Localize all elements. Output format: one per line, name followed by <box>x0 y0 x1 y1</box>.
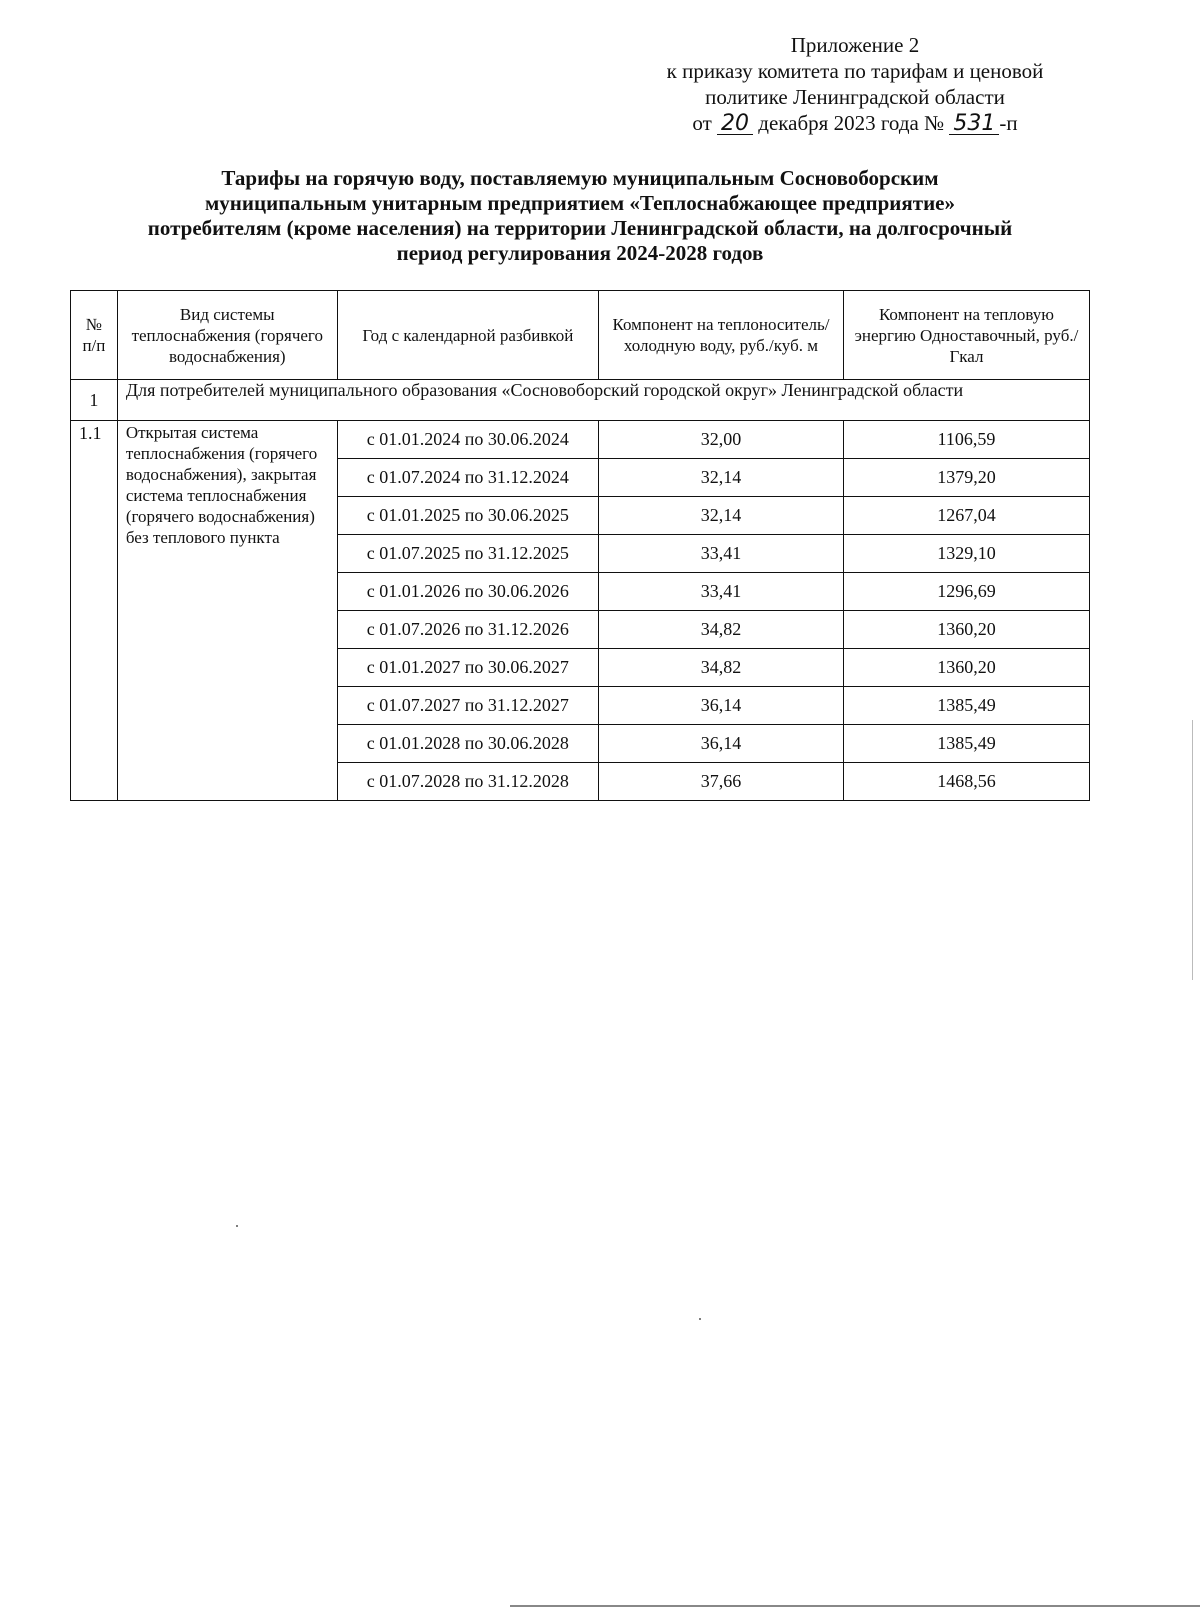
scan-bottom-line <box>510 1605 1200 1607</box>
group-label: Для потребителей муниципального образования «Сосновоборский городской округ» Ленинградской области <box>117 380 1089 421</box>
heat-energy-component-cell: 1468,56 <box>843 763 1089 801</box>
heat-energy-component-cell: 1360,20 <box>843 649 1089 687</box>
cold-water-component-cell: 33,41 <box>599 535 844 573</box>
date-rest: декабря 2023 года № <box>758 111 945 135</box>
table-header-row <box>71 291 1090 380</box>
header-period: Год с календарной разбивкой <box>337 291 598 380</box>
period-cell: с 01.01.2024 по 30.06.2024 <box>337 421 598 459</box>
group-row <box>71 380 1090 421</box>
heat-energy-component-cell: 1379,20 <box>843 459 1089 497</box>
cold-water-component-cell: 36,14 <box>599 725 844 763</box>
heat-energy-component-cell: 1329,10 <box>843 535 1089 573</box>
header-system: Вид системы теплоснабжения (горячего водоснабжения) <box>117 291 337 380</box>
cold-water-component-cell: 33,41 <box>599 573 844 611</box>
title-line-4: период регулирования 2024-2028 годов <box>396 241 764 265</box>
header-num: № п/п <box>71 291 118 380</box>
period-cell: с 01.07.2028 по 31.12.2028 <box>337 763 598 801</box>
scan-speck <box>699 1318 701 1320</box>
cold-water-component-cell: 32,14 <box>599 459 844 497</box>
header-heat-energy: Компонент на тепловую энергию Одноставочный, руб./Гкал <box>843 291 1089 380</box>
period-cell: с 01.01.2025 по 30.06.2025 <box>337 497 598 535</box>
scan-speck <box>236 1225 238 1227</box>
title-line-3: потребителям (кроме населения) на территории Ленинградской области, на долгосрочный <box>147 216 1013 240</box>
cold-water-component-cell: 34,82 <box>599 611 844 649</box>
period-cell: с 01.01.2026 по 30.06.2026 <box>337 573 598 611</box>
heat-energy-component-cell: 1385,49 <box>843 687 1089 725</box>
subgroup-num: 1.1 <box>71 421 118 801</box>
cold-water-component-cell: 36,14 <box>599 687 844 725</box>
period-cell: с 01.01.2028 по 30.06.2028 <box>337 725 598 763</box>
period-cell: с 01.07.2025 по 31.12.2025 <box>337 535 598 573</box>
heat-energy-component-cell: 1360,20 <box>843 611 1089 649</box>
cold-water-component-cell: 32,00 <box>599 421 844 459</box>
appendix-header <box>620 32 1090 136</box>
document-title <box>60 166 1100 266</box>
appendix-date-line <box>620 110 1090 136</box>
cold-water-component-cell: 37,66 <box>599 763 844 801</box>
heat-energy-component-cell: 1296,69 <box>843 573 1089 611</box>
order-suffix: -п <box>999 111 1018 135</box>
period-cell: с 01.07.2027 по 31.12.2027 <box>337 687 598 725</box>
period-cell: с 01.01.2027 по 30.06.2027 <box>337 649 598 687</box>
cold-water-component-cell: 32,14 <box>599 497 844 535</box>
appendix-line-2: к приказу комитета по тарифам и ценовой <box>666 59 1044 83</box>
subgroup-system-description: Открытая система теплоснабжения (горячего водоснабжения), закрытая система теплоснабжения (горячего водоснабжения) без теплового пункта <box>117 421 337 801</box>
title-line-2: муниципальным унитарным предприятием «Теплоснабжающее предприятие» <box>204 191 956 215</box>
heat-energy-component-cell: 1267,04 <box>843 497 1089 535</box>
heat-energy-component-cell: 1385,49 <box>843 725 1089 763</box>
scan-edge-mark <box>1192 720 1193 980</box>
appendix-line-3: политике Ленинградской области <box>705 85 1005 109</box>
group-num: 1 <box>71 380 118 421</box>
cold-water-component-cell: 34,82 <box>599 649 844 687</box>
heat-energy-component-cell: 1106,59 <box>843 421 1089 459</box>
table-row <box>71 421 1090 459</box>
period-cell: с 01.07.2026 по 31.12.2026 <box>337 611 598 649</box>
date-prefix: от <box>692 111 712 135</box>
handwritten-day: 20 <box>717 114 753 135</box>
title-line-1: Тарифы на горячую воду, поставляемую муниципальным Сосновоборским <box>221 166 939 190</box>
tariff-table <box>70 290 1090 801</box>
header-cold-water: Компонент на теплоноситель/холодную воду, руб./куб. м <box>599 291 844 380</box>
handwritten-order-number: 531 <box>949 114 999 135</box>
period-cell: с 01.07.2024 по 31.12.2024 <box>337 459 598 497</box>
appendix-title: Приложение 2 <box>790 33 920 57</box>
